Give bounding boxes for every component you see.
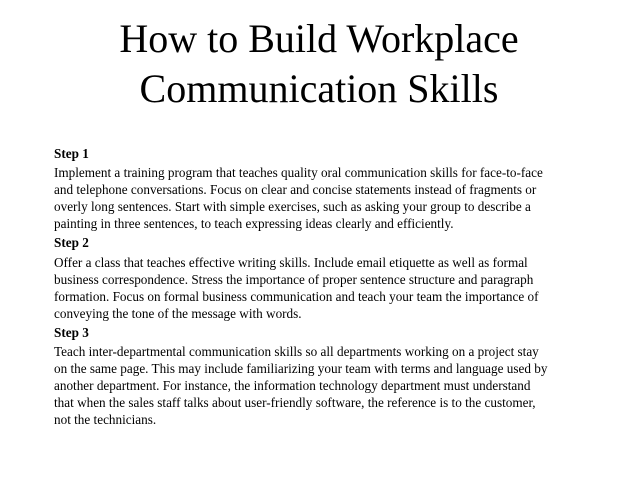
- step-3-text: [54, 343, 594, 428]
- step-1-line: painting in three sentences, to teach expressing ideas clearly and efficiently.: [54, 216, 454, 232]
- title-line-1: How to Build Workplace: [119, 16, 519, 61]
- step-1-line: and telephone conversations. Focus on clear and concise statements instead of fragments or: [54, 182, 537, 198]
- slide-body: [54, 145, 594, 431]
- title-line-2: Communication Skills: [139, 66, 499, 111]
- step-1-heading: Step 1: [54, 146, 89, 161]
- step-3-heading: Step 3: [54, 324, 89, 340]
- step-2-text: [54, 254, 594, 322]
- step-3-line: that when the sales staff talks about user-friendly software, the reference is to the customer,: [54, 395, 536, 411]
- step-3-line: on the same page. This may include familiarizing your team with terms and language used by: [54, 361, 548, 377]
- step-2-heading: Step 2: [54, 235, 89, 251]
- step-1-line: overly long sentences. Start with simple exercises, such as asking your group to describe a: [54, 199, 531, 215]
- step-2-line: business correspondence. Stress the importance of proper sentence structure and paragraph: [54, 271, 534, 287]
- step-3-line: another department. For instance, the information technology department must understand: [54, 378, 531, 394]
- step-3-line: not the technicians.: [54, 412, 157, 428]
- step-2-line: Offer a class that teaches effective writing skills. Include email etiquette as well as formal: [54, 254, 528, 270]
- step-2-line: formation. Focus on formal business communication and teach your team the importance of: [54, 288, 539, 304]
- slide-title: [0, 14, 638, 114]
- step-1-line: Implement a training program that teaches quality oral communication skills for face-to-face: [54, 165, 543, 181]
- step-3-line: Teach inter-departmental communication skills so all departments working on a project stay: [54, 344, 539, 360]
- step-2-line: conveying the tone of the message with words.: [54, 305, 302, 321]
- step-1-text: [54, 164, 594, 232]
